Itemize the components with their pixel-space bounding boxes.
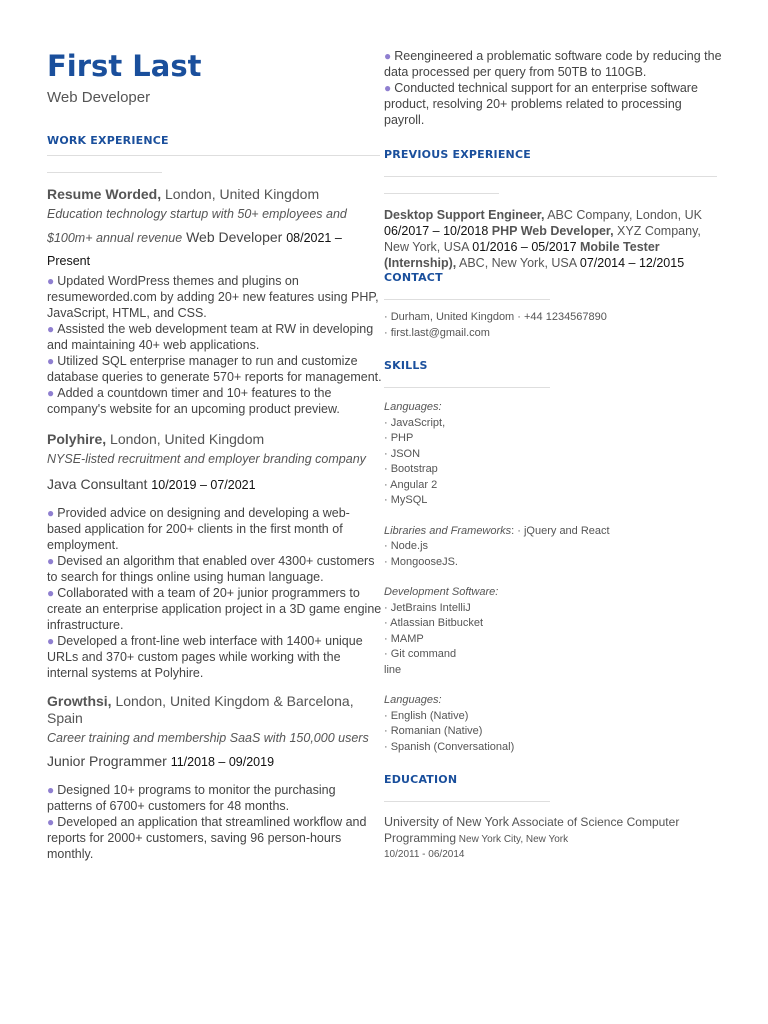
- previous-experience-title: PREVIOUS EXPERIENCE: [384, 148, 531, 161]
- job-header: [47, 431, 383, 448]
- previous-dates: 01/2016 – 05/2017: [472, 240, 580, 254]
- list-item: [384, 48, 724, 80]
- list-item: [47, 505, 383, 553]
- bullet-text: Assisted the web development team at RW in developing and maintaining 40+ web applications.: [47, 322, 374, 352]
- bullet-text: Devised an algorithm that enabled over 4300+ customers to search for things online using human language.: [47, 554, 375, 584]
- list-item: · PHP: [384, 432, 414, 444]
- education-title: EDUCATION: [384, 773, 458, 786]
- company-description: Career training and membership SaaS with 150,000 users: [47, 731, 369, 745]
- skills-development-label: Development Software:: [384, 586, 499, 598]
- job-position-line: [47, 473, 383, 496]
- company-location: London, United Kingdom: [106, 431, 265, 447]
- job-position: Java Consultant: [47, 476, 152, 492]
- bullet-text: Updated WordPress themes and plugins on resumeworded.com by adding 20+ new features using PHP, JavaScript, HTML, and CSS.: [47, 274, 379, 320]
- company-description: [47, 203, 383, 250]
- bullet-text: Conducted technical support for an enterprise software product, resolving 20+ problems related to processing payroll.: [384, 81, 698, 127]
- list-item: [47, 553, 383, 585]
- bullet-text: Added a countdown timer and 10+ features to the company's website for an upcoming product preview.: [47, 386, 340, 416]
- bullet-icon: ●: [47, 586, 55, 600]
- list-item: [47, 814, 383, 862]
- previous-company: XYZ Company, New York, USA: [384, 224, 701, 254]
- job-bullets: [47, 782, 383, 862]
- list-item: · Bootstrap: [384, 463, 438, 475]
- right-column: [384, 48, 724, 862]
- work-experience-title: WORK EXPERIENCE: [47, 134, 169, 147]
- list-item: · JSON: [384, 447, 421, 460]
- job-header: [47, 693, 383, 727]
- company-name: Growthsi,: [47, 693, 112, 709]
- section-divider: [384, 193, 499, 194]
- bullet-icon: ●: [47, 386, 55, 400]
- list-item: [384, 80, 724, 128]
- previous-role: Desktop Support Engineer,: [384, 208, 545, 222]
- job-dates: 10/2019 – 07/2021: [151, 478, 256, 492]
- list-item: · Git command: [384, 648, 457, 660]
- bullet-text: Reengineered a problematic software code by reducing the data processed per query from 50TB to 110GB.: [384, 49, 722, 79]
- bullet-text: Collaborated with a team of 20+ junior programmers to create an enterprise application project in a 3D game engine infrastructure.: [47, 586, 382, 632]
- company-name: Resume Worded,: [47, 186, 162, 202]
- job-dates: 11/2018 – 09/2019: [170, 755, 275, 769]
- skills-libraries-label: Libraries and Frameworks: [384, 524, 512, 537]
- bullet-icon: ●: [47, 554, 55, 568]
- previous-role: Mobile Tester (Internship),: [384, 240, 660, 270]
- previous-dates: 07/2014 – 12/2015: [579, 256, 685, 270]
- bullet-icon: ●: [384, 49, 392, 63]
- bullet-icon: ●: [47, 354, 55, 368]
- contact-title: CONTACT: [384, 271, 443, 284]
- left-column: [47, 48, 383, 862]
- section-divider: [47, 172, 162, 173]
- education-degree: Associate of Science: [509, 815, 624, 829]
- job-bullets: [47, 273, 383, 417]
- company-location: London, United Kingdom & Barcelona, Spain: [47, 693, 354, 726]
- list-item: [47, 385, 383, 417]
- previous-company: ABC, New York, USA: [456, 256, 580, 270]
- education-school: University of New York: [384, 815, 510, 829]
- job-position: Web Developer: [182, 229, 287, 245]
- list-item: · MAMP: [384, 632, 424, 645]
- list-item: [47, 353, 383, 385]
- previous-role: PHP Web Developer,: [491, 224, 614, 238]
- company-location: London, United Kingdom: [161, 186, 320, 202]
- list-item: · Spanish (Conversational): [384, 740, 515, 753]
- list-item: [47, 585, 383, 633]
- list-item: · JetBrains IntelliJ: [384, 601, 471, 614]
- previous-experience-entries: [384, 207, 724, 271]
- job-position-line: [47, 750, 383, 773]
- skills-spoken-languages-label: Languages:: [384, 694, 442, 706]
- contact-location-phone: · Durham, United Kingdom · +44 1234567890: [384, 311, 607, 323]
- section-divider: [384, 299, 550, 300]
- education-dates: 10/2011 - 06/2014: [384, 849, 465, 860]
- previous-company: ABC Company, London, UK: [544, 208, 702, 222]
- list-item: line: [384, 663, 402, 676]
- list-item: · MySQL: [384, 494, 428, 506]
- bullet-icon: ●: [47, 783, 55, 797]
- bullet-icon: ●: [384, 81, 392, 95]
- skills-list: [384, 400, 724, 755]
- bullet-text: Developed an application that streamlined workflow and reports for 2000+ customers, saving 96 person-hours monthly.: [47, 815, 367, 861]
- list-item: · English (Native): [384, 709, 469, 722]
- list-item: · JavaScript,: [384, 416, 446, 429]
- job-dates-present: Present: [47, 254, 91, 268]
- contact-email: · first.last@gmail.com: [384, 326, 490, 339]
- bullet-icon: ●: [47, 815, 55, 829]
- job-dates: 08/2021 –: [286, 231, 342, 245]
- skills-languages-label: Languages:: [384, 401, 442, 413]
- bullet-icon: ●: [47, 506, 55, 520]
- bullet-icon: ●: [47, 634, 55, 648]
- education-entry: [384, 814, 724, 862]
- candidate-role: Web Developer: [47, 89, 151, 106]
- section-divider: [384, 801, 550, 802]
- education-field: Computer Programming: [384, 815, 680, 845]
- previous-dates: 06/2017 – 10/2018: [384, 224, 492, 238]
- bullet-text: Designed 10+ programs to monitor the purchasing patterns of 6700+ customers for 48 months.: [47, 783, 336, 813]
- continued-bullets: [384, 48, 724, 128]
- list-item: : · jQuery and React: [511, 524, 610, 537]
- list-item: · Romanian (Native): [384, 725, 483, 737]
- list-item: [47, 633, 383, 681]
- list-item: [47, 321, 383, 353]
- bullet-text: Utilized SQL enterprise manager to run and customize database queries to generate 570+ reports for management.: [47, 354, 382, 384]
- job-bullets: [47, 505, 383, 681]
- job-header: [47, 186, 383, 203]
- company-description-text: Education technology startup with 50+ employees and $100m+ annual revenue: [47, 207, 347, 245]
- bullet-text: Provided advice on designing and developing a web-based application for 200+ clients in the first month of employment.: [47, 506, 350, 552]
- list-item: · Node.js: [384, 540, 429, 552]
- bullet-text: Developed a front-line web interface with 1400+ unique URLs and 370+ custom pages while working with the internal systems at Polyhire.: [47, 634, 363, 680]
- job-position: Junior Programmer: [47, 753, 171, 769]
- section-divider: [384, 176, 717, 177]
- skills-libraries-line: [384, 524, 724, 540]
- company-name: Polyhire,: [47, 431, 107, 447]
- company-description: NYSE-listed recruitment and employer branding company: [47, 452, 366, 466]
- section-divider: [384, 387, 550, 388]
- list-item: [47, 782, 383, 814]
- section-divider: [47, 155, 380, 156]
- skills-title: SKILLS: [384, 359, 428, 372]
- education-place: New York City, New York: [456, 834, 569, 845]
- candidate-name: First Last: [47, 49, 202, 83]
- list-item: · Angular 2: [384, 478, 438, 491]
- list-item: · MongooseJS.: [384, 555, 458, 568]
- bullet-icon: ●: [47, 274, 55, 288]
- list-item: · Atlassian Bitbucket: [384, 617, 484, 629]
- bullet-icon: ●: [47, 322, 55, 336]
- list-item: [47, 273, 383, 321]
